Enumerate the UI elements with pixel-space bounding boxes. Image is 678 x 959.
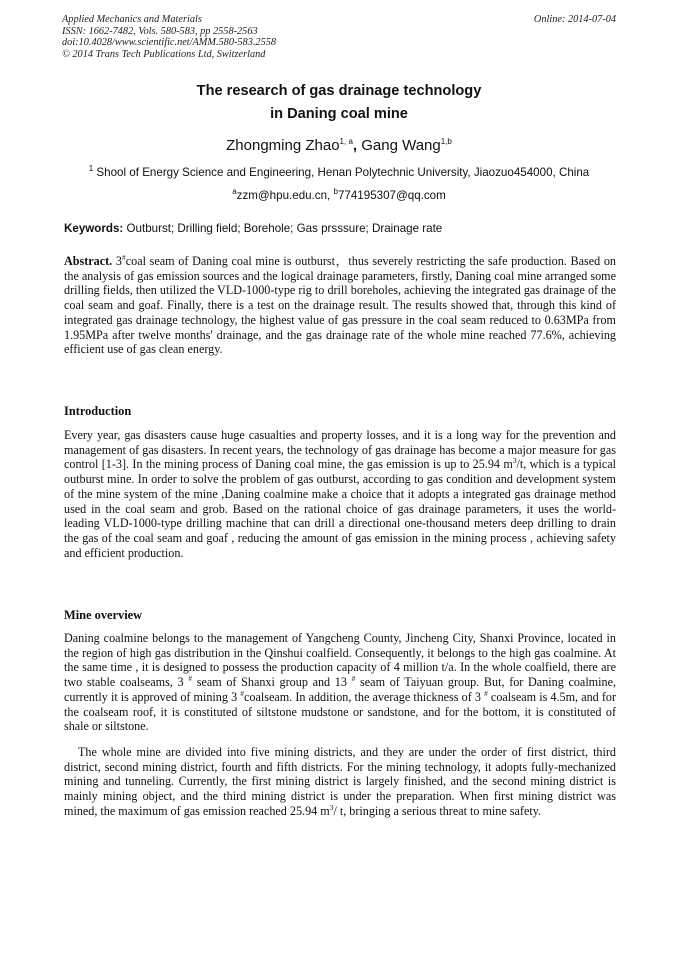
mine-p1-part-b: seam of Shanxi group and 13	[192, 675, 352, 690]
keywords-label: Keywords:	[64, 222, 124, 235]
keywords-text: Outburst; Drilling field; Borehole; Gas prsssure; Drainage rate	[123, 222, 443, 235]
email-a: zzm@hpu.edu.cn,	[236, 188, 334, 202]
email-line	[0, 187, 678, 202]
mine-overview-paragraph-1	[64, 631, 616, 734]
paper-title	[0, 80, 678, 126]
introduction-heading: Introduction	[64, 404, 132, 418]
abstract-label: Abstract.	[64, 254, 113, 268]
mine-p2-part-a: The whole mine are divided into five mining districts, and they are under the order of first district, third district, second mining district, fourth and fifth districts. For the mining technology, it adopts fully-mechanized mining and tunneling. Currently, the first mining district is largely finished, and the second mining district is mainly mining object, and the third mining district is under the preparation. When first mining district was mined, the maximum of gas emission reached 25.94 m	[64, 745, 616, 818]
mine-overview-heading: Mine overview	[64, 608, 143, 622]
mine-overview-paragraph-2	[64, 745, 616, 819]
author-list	[0, 137, 678, 154]
title-line-2: in Daning coal mine	[270, 106, 408, 122]
author-2: Gang Wang	[361, 137, 441, 154]
intro-text-part-2: /t, which is a typical outburst mine. In order to solve the problem of gas outburst, according to gas condition and development system of the mine system of the mine ,Daning coalmine make a choice that it adopts a integrated gas drainage method used in the coal seam and grob. Based on the rational choice of gas drainage parameters, it uses the world-leading VLD-1000-type drilling machine that can drill a directional one-thousand meters deep drilling to drain the gas of the coal seam and goaf , reducing the amount of gas emission in the mining process , achieving safety and efficient production.	[64, 457, 616, 560]
abstract-text: coal seam of Daning coal mine is outburst，thus severely restricting the safe production. Based on the analysis of gas emission sources and the logical drainage parameters, firstly, Daning coal mine arranged some drilling fields, then utilized the VLD-1000-type rig to drill boreholes, achieving the integrated gas drainage of the coal seam and goaf. Finally, there is a test on the drainage result. The results showed that, through this kind of integrated gas drainage technology, the highest value of gas pressure in the coal seam reduced to 0.63MPa from 1.95MPa after twelve months' drainage, and the gas drainage rate of the whole mine reached 77.6%, achieving efficient use of gas clean energy.	[64, 254, 616, 357]
keywords	[64, 222, 616, 235]
issn-line: ISSN: 1662-7482, Vols. 580-583, pp 2558-2563	[62, 25, 258, 37]
affiliation-mark: 1	[88, 164, 94, 173]
copyright-line: © 2014 Trans Tech Publications Ltd, Switzerland	[62, 48, 266, 60]
abstract-paragraph	[64, 254, 616, 357]
abstract-seam-number: 3	[112, 254, 122, 268]
intro-superscript: 3	[512, 456, 517, 466]
mine-p1-mark-2: #	[351, 674, 356, 684]
email-b: 774195307@qq.com	[337, 188, 446, 202]
mine-p2-mark: 3	[329, 802, 334, 812]
mine-p1-part-c: seam of Taiyuan group. But, for Daning coalmine, currently it is approved of mining 3	[64, 675, 616, 704]
mine-p2-part-b: / t, bringing a serious threat to mine safety.	[333, 803, 542, 818]
mine-p1-mark-3: #	[240, 688, 245, 698]
mine-p1-mark-1: #	[188, 674, 193, 684]
mine-p1-mark-4: #	[484, 688, 488, 698]
author-2-affiliation-mark: 1,b	[440, 137, 452, 146]
author-separator: ,	[352, 137, 362, 154]
author-1-affiliation-mark: 1, a	[339, 137, 353, 146]
affiliation-text: Shool of Energy Science and Engineering, Henan Polytechnic University, Jiaozuo454000, China	[93, 165, 590, 179]
journal-name: Applied Mechanics and Materials	[62, 14, 202, 25]
email-a-mark: a	[232, 187, 237, 196]
affiliation	[62, 164, 616, 179]
doi-line: doi:10.4028/www.scientific.net/AMM.580-583.2558	[62, 37, 277, 48]
mine-p1-part-e: coalseam is 4.5m, and for the coalseam roof, it is constituted of siltstone mudstone or sandstone, and for the bottom, it is constituted of shale or siltstone.	[64, 689, 617, 734]
author-1: Zhongming Zhao	[226, 137, 340, 154]
mine-p1-part-a: Daning coalmine belongs to the management of Yangcheng County, Jincheng City, Shanxi Province, located in the region of high gas distribution in the Qinshui coalfield. Consequently, it belongs to the high gas coalmine. At the same time , it is designed to possess the production capacity of 4 million t/a. In the whole coalfield, there are two stable coalseams, 3	[64, 631, 616, 690]
introduction-paragraph	[64, 428, 616, 560]
title-line-1: The research of gas drainage technology	[196, 83, 482, 99]
email-b-mark: b	[333, 187, 338, 196]
mine-p1-part-d: coalseam. In addition, the average thickness of 3	[244, 689, 485, 704]
abstract-seam-mark: #	[121, 252, 126, 262]
online-date: Online: 2014-07-04	[533, 14, 616, 25]
intro-text-part-1: Every year, gas disasters cause huge casualties and property losses, and it is a long way for the prevention and management of gas disasters. In recent years, the technology of gas drainage has become a major measure for gas control [1-3]. In the mining process of Daning coal mine, the gas emission is up to 25.94 m	[64, 428, 616, 472]
journal-header	[62, 14, 616, 60]
